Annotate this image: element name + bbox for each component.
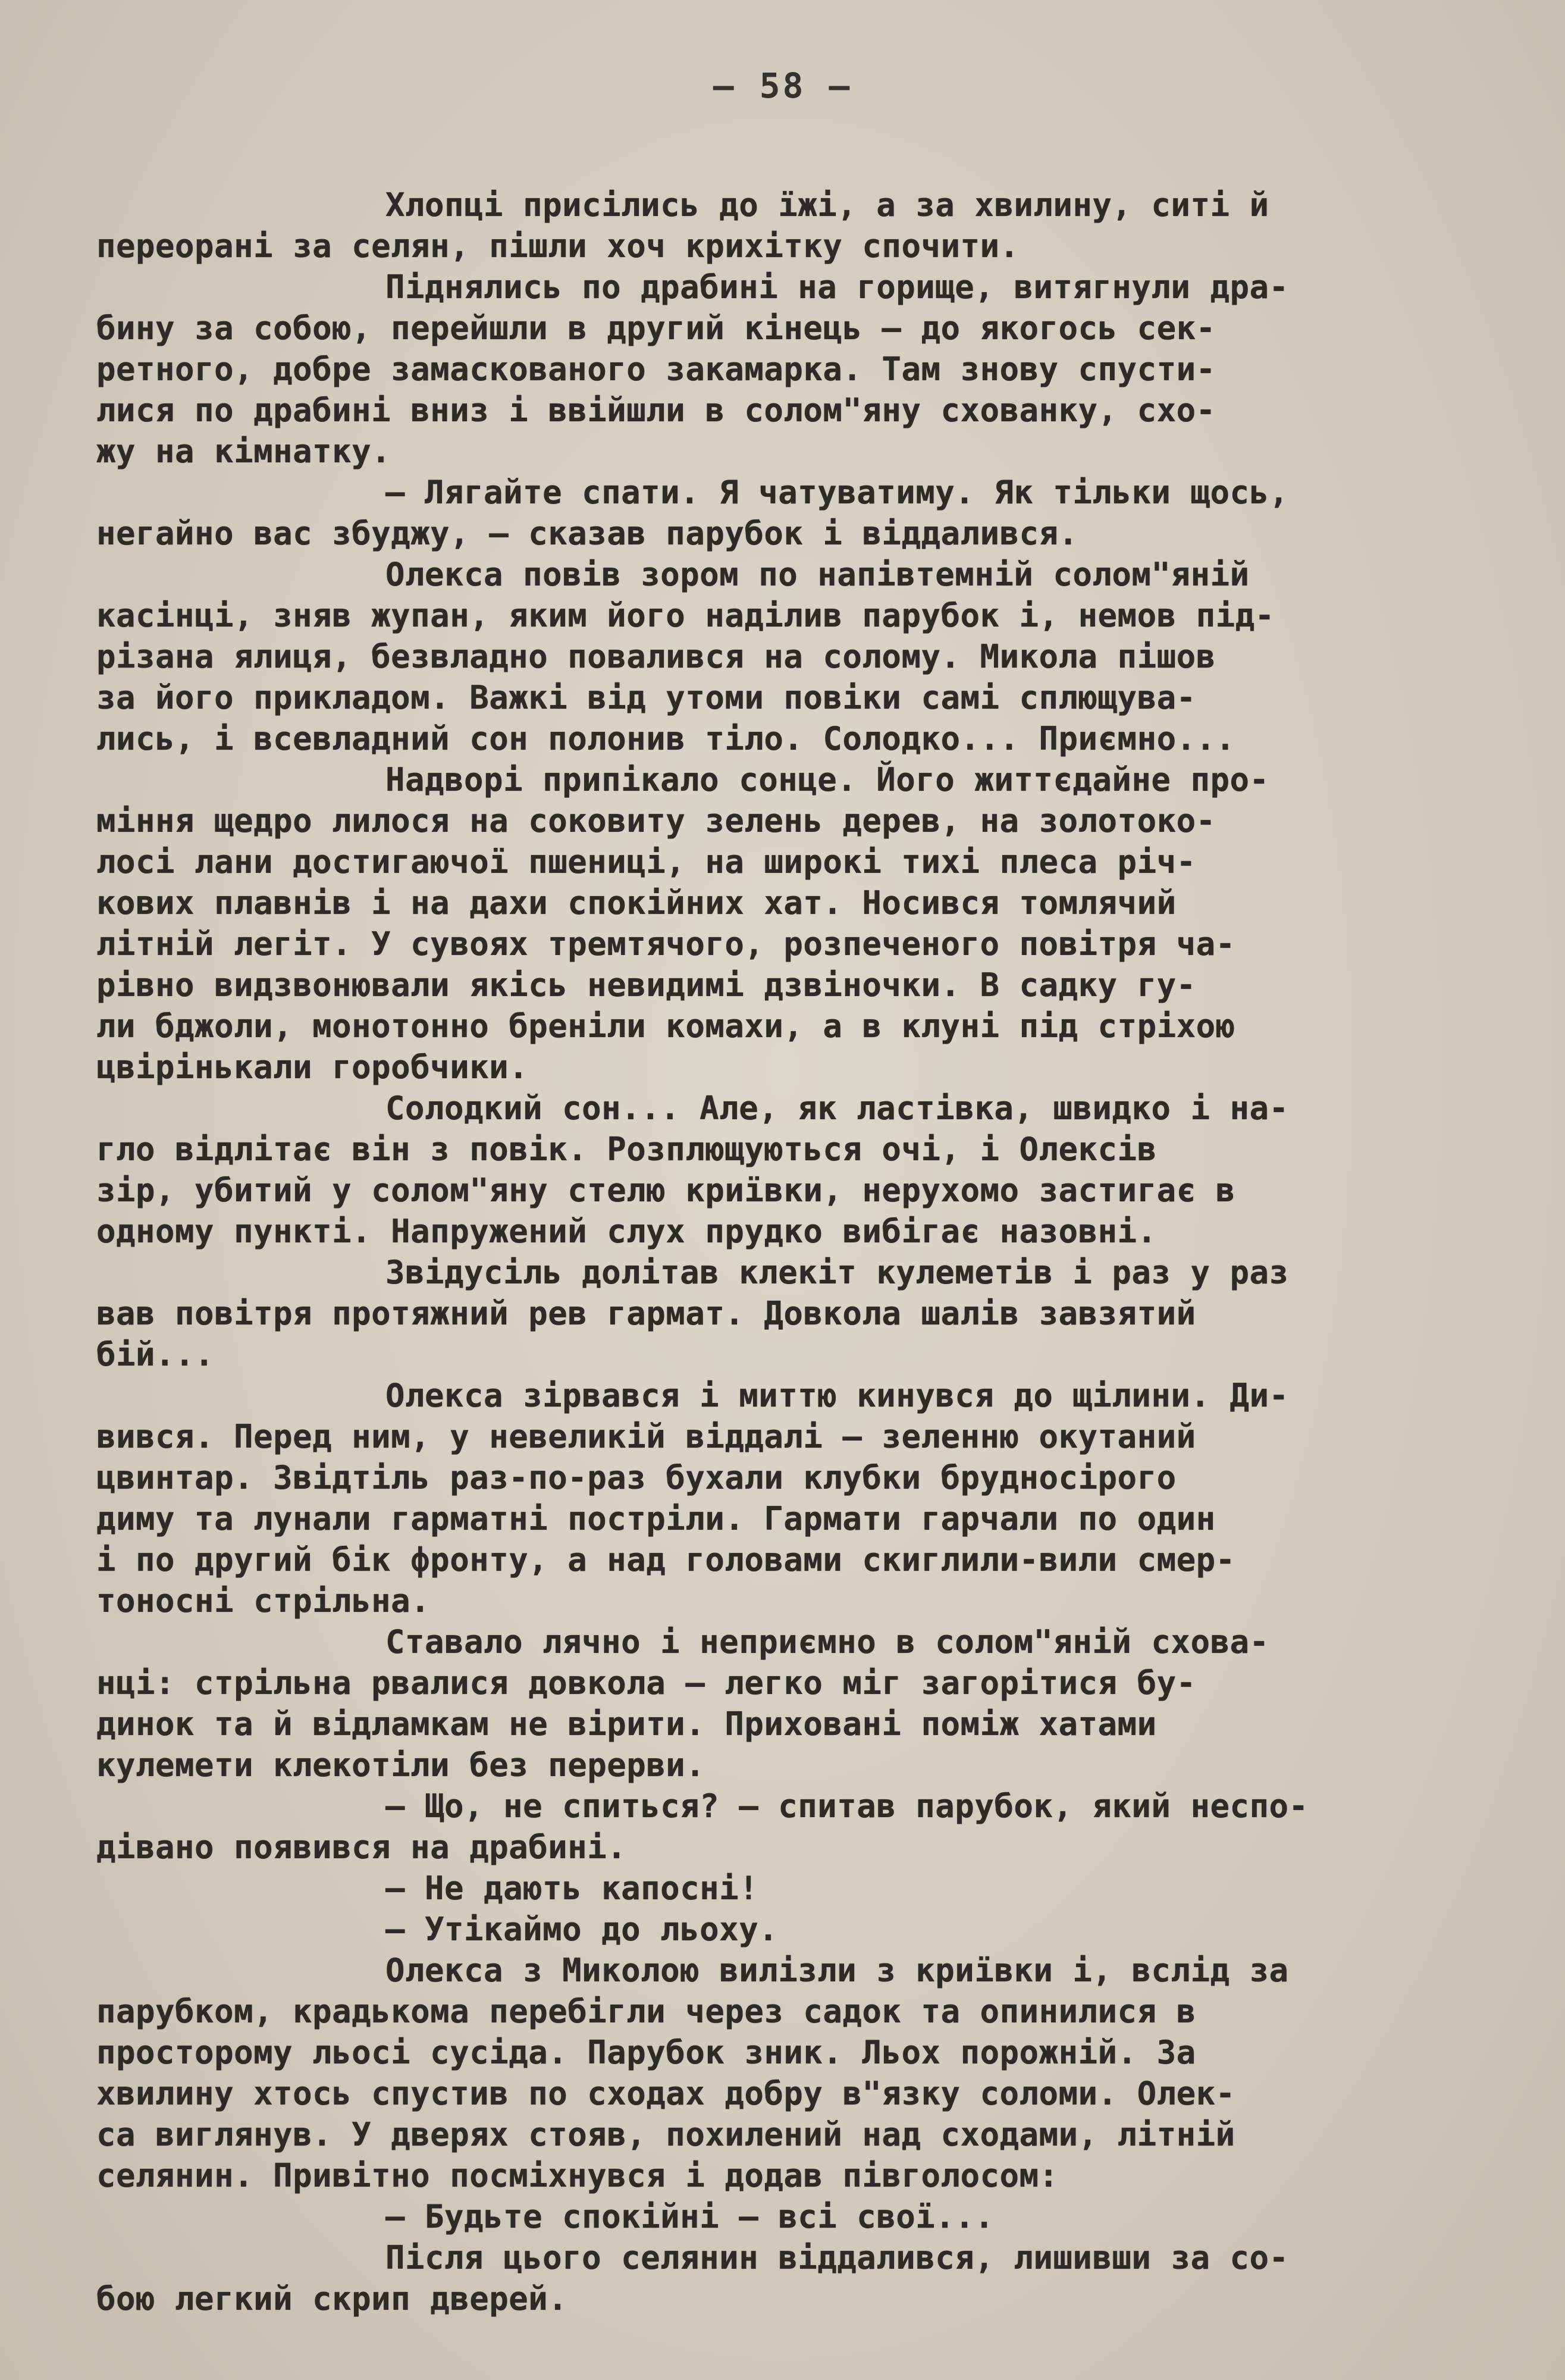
text-line: Солодкий сон... Але, як ластівка, швидко і на- [385, 1089, 1289, 1127]
text-line: Звідусіль долітав клекіт кулеметів і раз у раз [385, 1254, 1289, 1291]
text-line: Олекса з Миколою вилізли з криївки і, вслід за [385, 1952, 1289, 1989]
text-line: Надворі припікало сонце. Його життєдайне про- [385, 761, 1269, 798]
text-line: переорані за селян, пішли хоч крихітку спочити. [96, 227, 1020, 265]
text-line: са виглянув. У дверях стояв, похилений над сходами, літній [96, 2116, 1235, 2153]
text-line: Ставало лячно і неприємно в солом"яній схова- [385, 1623, 1269, 1661]
text-line: – Не дають капосні! [385, 1869, 759, 1907]
text-line: і по другий бік фронту, а над головами скиглили-вили смер- [96, 1541, 1235, 1579]
text-line: – Що, не спиться? – спитав парубок, який неспо- [385, 1787, 1309, 1825]
text-line: цвірінькали горобчики. [96, 1048, 529, 1086]
text-line: кових плавнів і на дахи спокійних хат. Носився томлячий [96, 884, 1177, 922]
text-line: селянин. Привітно посміхнувся і додав півголосом: [96, 2157, 1059, 2194]
text-line: диму та лунали гарматні постріли. Гармати гарчали по один [96, 1500, 1216, 1537]
text-line: дівано появився на драбині. [96, 1828, 627, 1866]
text-line: різана ялиця, безвладно повалився на солому. Микола пішов [96, 638, 1216, 675]
text-line: вився. Перед ним, у невеликій віддалі – зеленню окутаний [96, 1418, 1196, 1455]
text-line: – Лягайте спати. Я чатуватиму. Як тільки щось, [385, 474, 1289, 511]
text-line: – Будьте спокійні – всі свої... [385, 2198, 995, 2235]
text-line: тоносні стрільна. [96, 1582, 431, 1620]
text-line: ли бджоли, монотонно бреніли комахи, а в клуні під стріхою [96, 1007, 1235, 1045]
text-line: хвилину хтось спустив по сходах добру в"язку соломи. Олек- [96, 2075, 1235, 2112]
text-line: лися по драбині вниз і ввійшли в солом"яну схованку, схо- [96, 392, 1216, 429]
text-line: бою легкий скрип дверей. [96, 2280, 568, 2318]
text-line: Олекса повів зором по напівтемній солом"яній [385, 556, 1250, 593]
text-line: Піднялись по драбині на горище, витягнули дра- [385, 268, 1289, 306]
text-line: бину за собою, перейшли в другий кінець – до якогось сек- [96, 309, 1216, 347]
page-number: – 58 – [713, 65, 852, 106]
text-line: – Утікаймо до льоху. [385, 1911, 779, 1948]
text-line: просторому льосі сусіда. Парубок зник. Льох порожній. За [96, 2034, 1196, 2071]
text-line: зір, убитий у солом"яну стелю криївки, нерухомо застигає в [96, 1172, 1235, 1209]
text-line: літній легіт. У сувоях тремтячого, розпеченого повітря ча- [96, 925, 1235, 963]
text-line: парубком, крадькома перебігли через садок та опинилися в [96, 1993, 1196, 2030]
text-line: лосі лани достигаючої пшениці, на широкі тихі плеса річ- [96, 843, 1196, 881]
text-line: лись, і всевладний сон полонив тіло. Солодко... Приємно... [96, 720, 1235, 757]
text-line: рівно видзвонювали якісь невидимі дзвіночки. В садку гу- [96, 966, 1196, 1004]
text-line: жу на кімнатку. [96, 433, 391, 470]
text-line: негайно вас збуджу, – сказав парубок і віддалився. [96, 515, 1078, 552]
text-line: одному пункті. Напружений слух прудко вибігає назовні. [96, 1213, 1157, 1250]
text-line: ретного, добре замаскованого закамарка. Там знову спусти- [96, 350, 1216, 388]
text-line: динок та й відламкам не вірити. Приховані поміж хатами [96, 1705, 1157, 1743]
text-line: Хлопці присілись до їжі, а за хвилину, ситі й [385, 186, 1269, 224]
text-line: гло відлітає він з повік. Розплющуються очі, і Олексів [96, 1130, 1157, 1168]
text-line: нці: стрільна рвалися довкола – легко міг загорітися бу- [96, 1664, 1196, 1702]
text-line: бій... [96, 1336, 215, 1373]
text-line: Після цього селянин віддалився, лишивши за со- [385, 2239, 1289, 2276]
text-line: Олекса зірвався і миттю кинувся до щілини. Ди- [385, 1377, 1289, 1414]
text-line: кулемети клекотіли без перерви. [96, 1746, 705, 1784]
text-line: вав повітря протяжний рев гармат. Довкола шалів завзятий [96, 1295, 1196, 1332]
text-line: за його прикладом. Важкі від утоми повіки самі сплющува- [96, 679, 1196, 716]
text-line: цвинтар. Звідтіль раз-по-раз бухали клубки брудносірого [96, 1459, 1177, 1496]
text-line: міння щедро лилося на соковиту зелень дерев, на золотоко- [96, 802, 1216, 840]
text-line: касінці, зняв жупан, яким його наділив парубок і, немов під- [96, 597, 1275, 634]
